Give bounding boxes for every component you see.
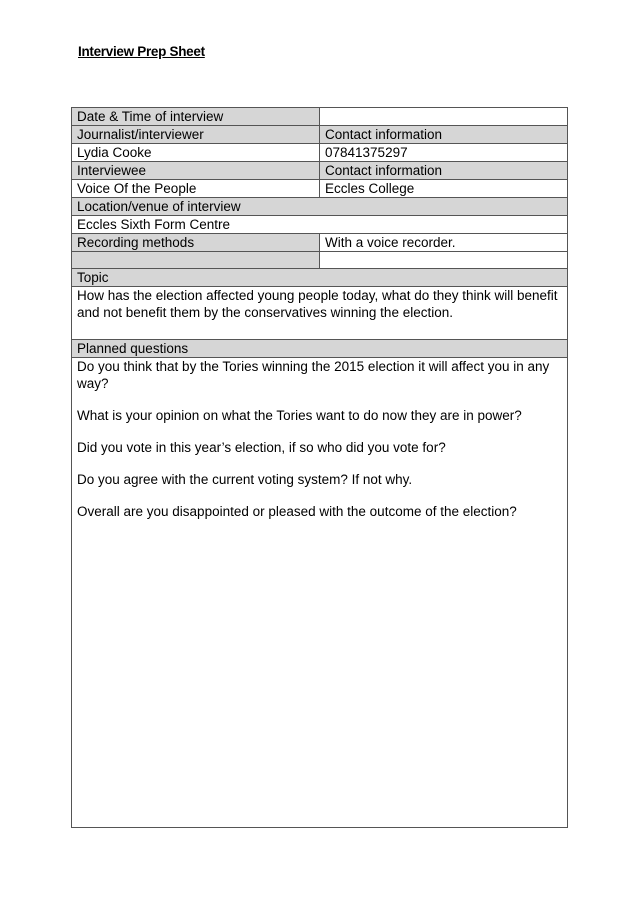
- interviewee-contact: Eccles College: [320, 180, 568, 198]
- table-row: [72, 252, 568, 269]
- journalist-contact-label: Contact information: [320, 126, 568, 144]
- journalist-label: Journalist/interviewer: [72, 126, 320, 144]
- location-label: Location/venue of interview: [72, 198, 568, 216]
- table-row: [72, 144, 568, 162]
- table-row: [72, 126, 568, 144]
- table-row: [72, 108, 568, 126]
- interview-prep-table: [71, 107, 568, 828]
- journalist-contact: 07841375297: [320, 144, 568, 162]
- questions-label: Planned questions: [72, 340, 568, 358]
- recording-value: With a voice recorder.: [320, 234, 568, 252]
- blank-left-cell: [72, 252, 320, 269]
- questions-cell: [72, 358, 568, 828]
- blank-right-cell: [320, 252, 568, 269]
- table-row: [72, 216, 568, 234]
- datetime-value: [320, 108, 568, 126]
- interviewee-contact-label: Contact information: [320, 162, 568, 180]
- table-row: [72, 269, 568, 287]
- question-item: Do you think that by the Tories winning the 2015 election it will affect you in any way?: [77, 359, 550, 391]
- table-row: [72, 234, 568, 252]
- topic-label: Topic: [72, 269, 568, 287]
- table-row: [72, 162, 568, 180]
- recording-label: Recording methods: [72, 234, 320, 252]
- question-item: Do you agree with the current voting system? If not why.: [77, 472, 413, 487]
- document-title: Interview Prep Sheet: [78, 44, 205, 59]
- location-value: Eccles Sixth Form Centre: [72, 216, 568, 234]
- question-item: Did you vote in this year’s election, if so who did you vote for?: [77, 440, 446, 455]
- datetime-label: Date & Time of interview: [72, 108, 320, 126]
- table-row: [72, 198, 568, 216]
- table-row: [72, 358, 568, 828]
- table-row: [72, 340, 568, 358]
- topic-text: How has the election affected young people today, what do they think will benefit and not benefit them by the conservatives winning the election.: [72, 287, 568, 340]
- question-item: What is your opinion on what the Tories want to do now they are in power?: [77, 408, 522, 423]
- interviewee-label: Interviewee: [72, 162, 320, 180]
- table-row: [72, 287, 568, 340]
- table-row: [72, 180, 568, 198]
- interviewee-name: Voice Of the People: [72, 180, 320, 198]
- question-item: Overall are you disappointed or pleased with the outcome of the election?: [77, 504, 517, 519]
- journalist-name: Lydia Cooke: [72, 144, 320, 162]
